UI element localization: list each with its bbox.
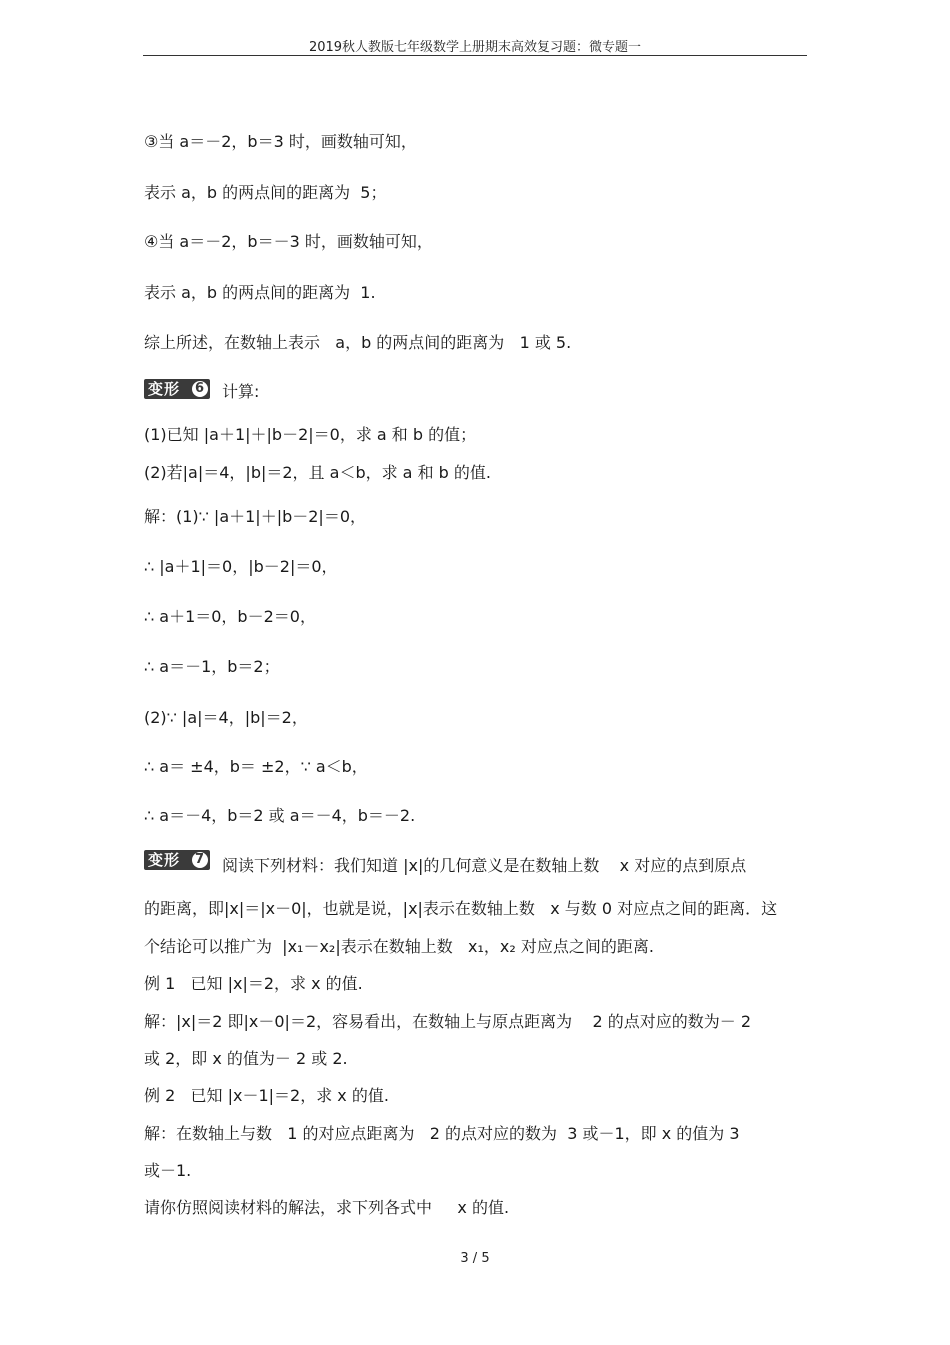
text-line: 的距离，即|x|＝|x－0|，也就是说，|x|表示在数轴上数 x 与数 0 对应点之间的距离．这: [144, 899, 778, 918]
text-line: ∴ |a＋1|＝0，|b－2|＝0，: [144, 557, 338, 576]
text-line: ∴ a＝ ±4，b＝ ±2，∵ a＜b，: [144, 757, 368, 776]
text-line: ∴ a＋1＝0，b－2＝0，: [144, 607, 316, 626]
page-header: 2019秋人教版七年级数学上册期末高效复习题：微专题一: [308, 40, 642, 55]
text-line: 个结论可以推广为 |x₁－x₂|表示在数轴上数 x₁，x₂ 对应点之间的距离.: [144, 937, 654, 956]
badge-number: 7: [192, 852, 208, 868]
variant-badge-6: [144, 379, 210, 399]
text-line: 表示 a，b 的两点间的距离为 1.: [144, 283, 376, 302]
variant6-label: 计算:: [222, 382, 260, 401]
text-line: ∴ a＝－4，b＝2 或 a＝－4，b＝－2.: [144, 806, 416, 825]
text-line: 或 2，即 x 的值为－ 2 或 2.: [144, 1049, 348, 1068]
variant7-label: 阅读下列材料：我们知道 |x|的几何意义是在数轴上数 x 对应的点到原点: [222, 856, 747, 875]
text-line: ③当 a＝－2，b＝3 时，画数轴可知，: [144, 132, 417, 151]
text-line: 或－1.: [144, 1161, 192, 1180]
header-rule: [143, 55, 807, 56]
badge-number: 6: [192, 381, 208, 397]
badge-text: 变形: [148, 851, 181, 869]
text-line: (1)已知 |a＋1|＋|b－2|＝0，求 a 和 b 的值；: [144, 425, 477, 444]
text-line: 例 1 已知 |x|＝2，求 x 的值.: [144, 974, 363, 993]
text-line: 例 2 已知 |x－1|＝2，求 x 的值.: [144, 1086, 389, 1105]
text-line: 综上所述，在数轴上表示 a，b 的两点间的距离为 1 或 5.: [144, 333, 572, 352]
text-line: 请你仿照阅读材料的解法，求下列各式中 x 的值.: [144, 1198, 510, 1217]
text-line: 表示 a，b 的两点间的距离为 5；: [144, 183, 387, 202]
variant-badge-7: [144, 850, 210, 870]
text-line: 解：在数轴上与数 1 的对应点距离为 2 的点对应的数为 3 或－1，即 x 的值为 3: [144, 1124, 740, 1143]
text-line: (2)∵ |a|＝4，|b|＝2，: [144, 708, 308, 727]
text-line: (2)若|a|＝4，|b|＝2，且 a＜b，求 a 和 b 的值.: [144, 463, 491, 482]
text-line: ④当 a＝－2，b＝－3 时，画数轴可知，: [144, 232, 433, 251]
page-number: 3 / 5: [460, 1251, 490, 1266]
text-line: ∴ a＝－1，b＝2；: [144, 657, 280, 676]
badge-text: 变形: [148, 380, 181, 398]
text-line: 解：|x|＝2 即|x－0|＝2，容易看出，在数轴上与原点距离为 2 的点对应的数为－ 2: [144, 1012, 752, 1031]
text-line: 解：(1)∵ |a＋1|＋|b－2|＝0，: [144, 507, 366, 526]
